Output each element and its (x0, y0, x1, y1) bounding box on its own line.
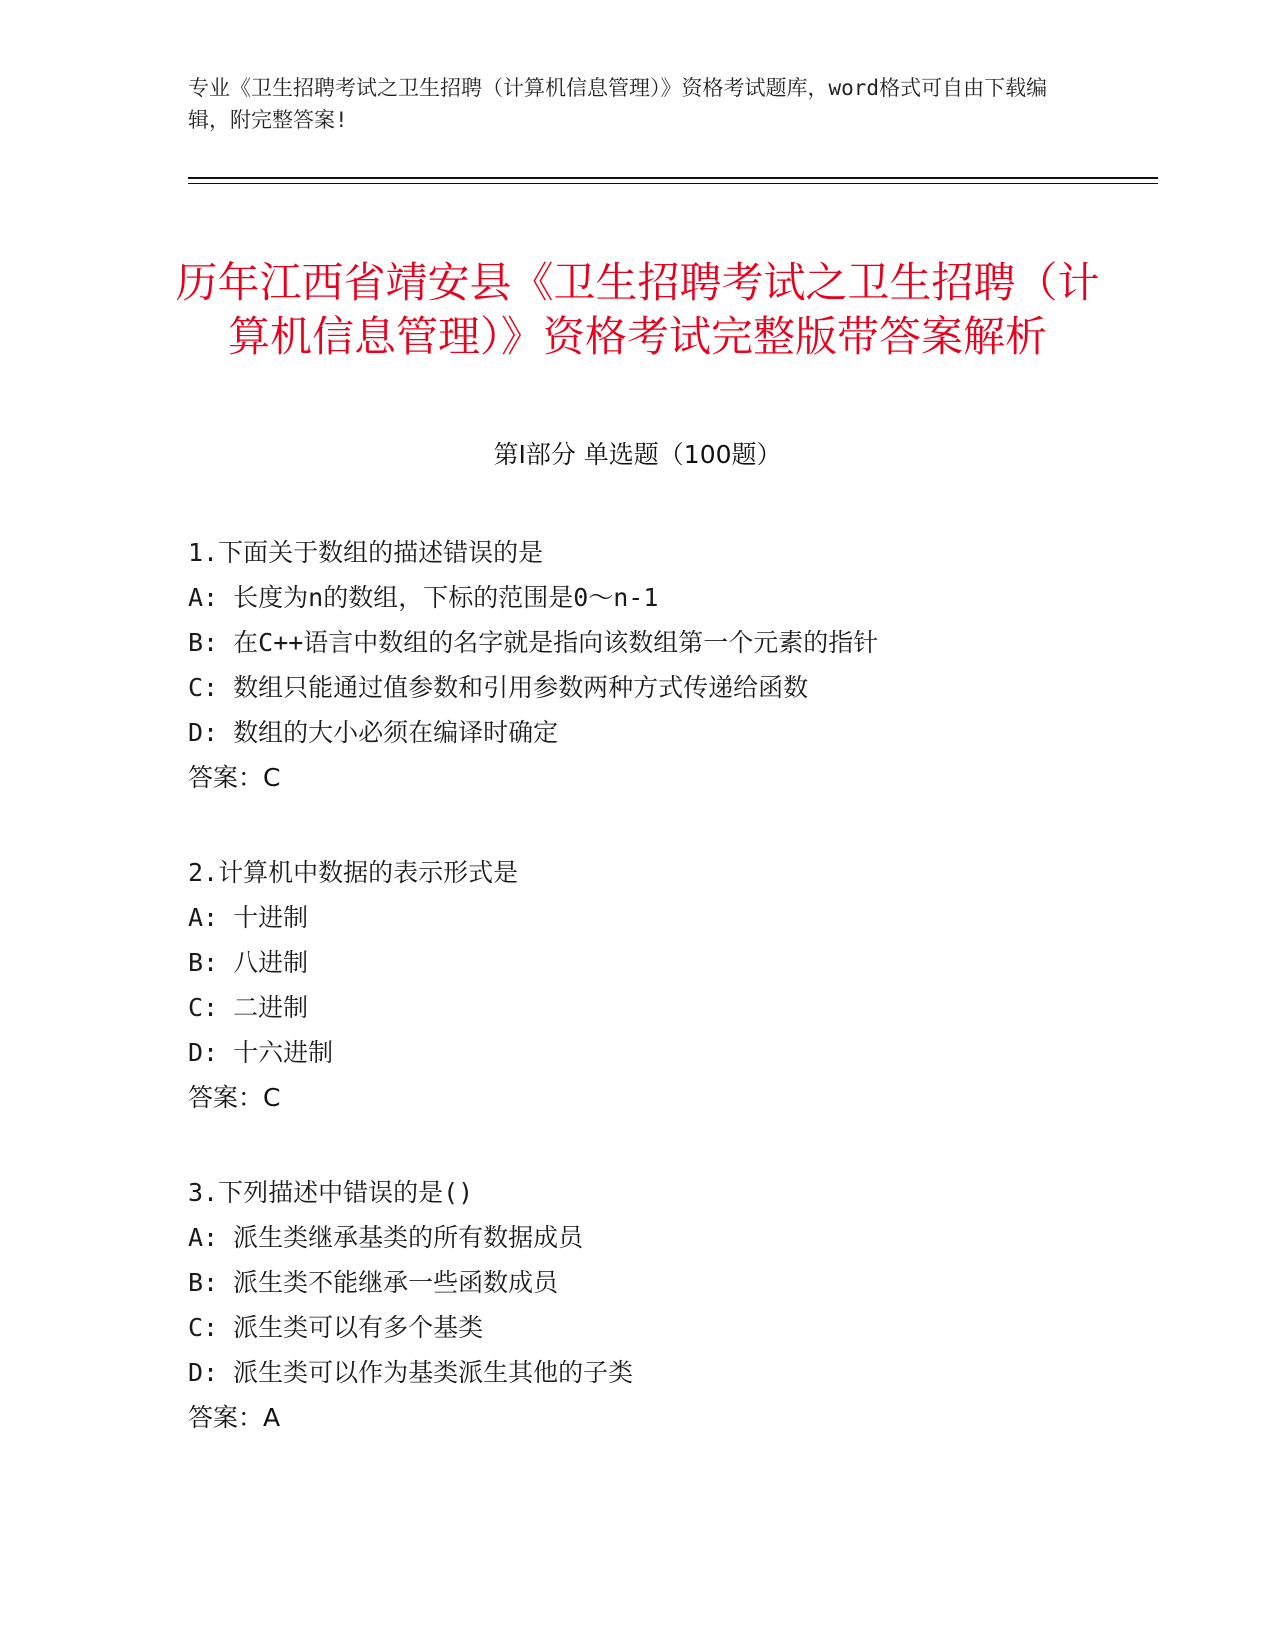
question-stem: 3.下列描述中错误的是() (188, 1178, 474, 1207)
option-a: A: 十进制 (188, 903, 309, 932)
option-c: C: 二进制 (188, 993, 309, 1022)
option-b: B: 八进制 (188, 948, 309, 977)
question-2 (188, 850, 1138, 1120)
option-b: B: 派生类不能继承一些函数成员 (188, 1268, 559, 1297)
document-title: 历年江西省靖安县《卫生招聘考试之卫生招聘（计算机信息管理）》资格考试完整版带答案解析 (175, 258, 1100, 362)
question-list (188, 530, 1138, 1490)
answer-line: 答案：C (188, 1083, 281, 1112)
option-d: D: 数组的大小必须在编译时确定 (188, 718, 559, 747)
option-d: D: 十六进制 (188, 1038, 334, 1067)
header-note: 专业《卫生招聘考试之卫生招聘（计算机信息管理）》资格考试题库，word格式可自由下载编辑，附完整答案! (188, 76, 1048, 132)
option-a: A: 派生类继承基类的所有数据成员 (188, 1223, 584, 1252)
option-b: B: 在C++语言中数组的名字就是指向该数组第一个元素的指针 (188, 628, 879, 657)
question-3 (188, 1170, 1138, 1440)
option-d: D: 派生类可以作为基类派生其他的子类 (188, 1358, 634, 1387)
option-c: C: 数组只能通过值参数和引用参数两种方式传递给函数 (188, 673, 809, 702)
section-title: 第I部分 单选题（100题） (493, 440, 782, 469)
question-stem: 1.下面关于数组的描述错误的是 (188, 538, 544, 567)
option-c: C: 派生类可以有多个基类 (188, 1313, 484, 1342)
question-stem: 2.计算机中数据的表示形式是 (188, 858, 519, 887)
answer-line: 答案：C (188, 763, 281, 792)
answer-line: 答案：A (188, 1403, 281, 1432)
option-a: A: 长度为n的数组，下标的范围是0～n-1 (188, 583, 659, 612)
header-divider-thin (188, 183, 1158, 184)
question-1 (188, 530, 1138, 800)
header-divider-thick (188, 177, 1158, 179)
